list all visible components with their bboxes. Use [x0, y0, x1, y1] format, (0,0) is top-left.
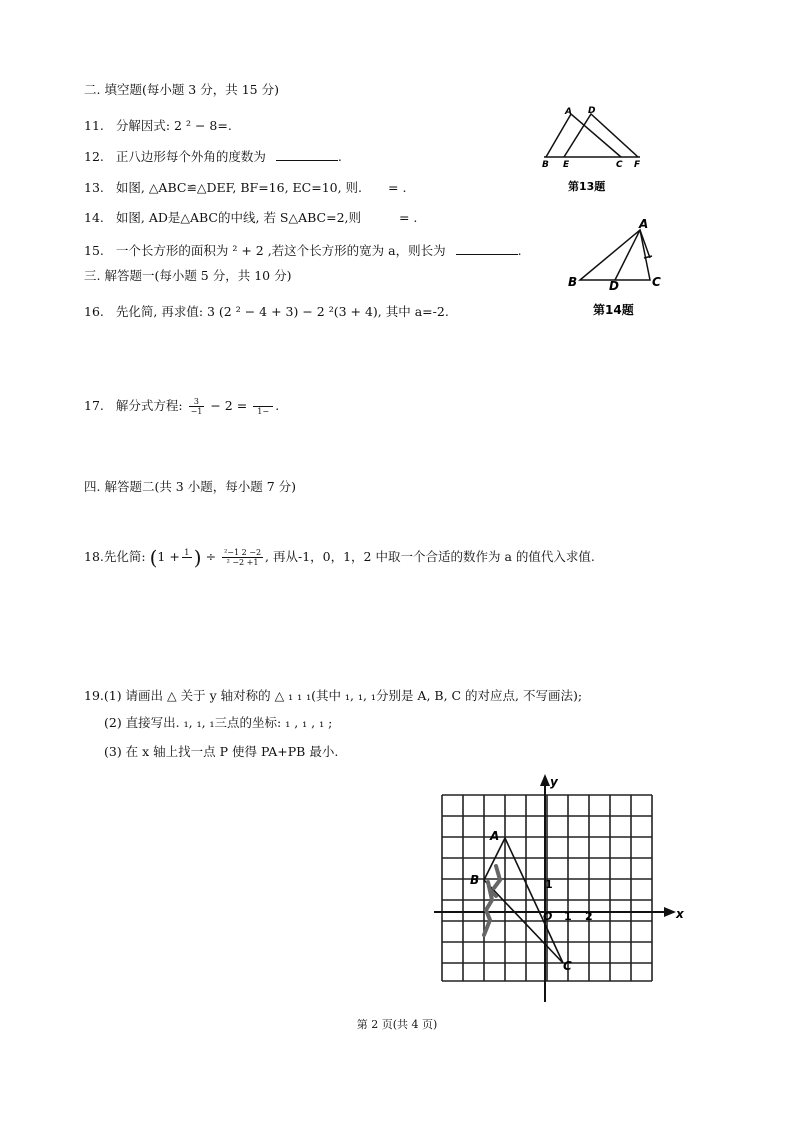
- q18-inner-den: [182, 558, 192, 567]
- q17-frac1-den: −1: [190, 407, 203, 416]
- q17-fraction-left: [189, 397, 205, 416]
- question-19-part2: (2) 直接写出. ₁, ₁, ₁三点的坐标: ₁ , ₁ , ₁ ;: [104, 715, 333, 730]
- q18-inner-num: 1: [182, 548, 192, 558]
- q18-label: 18.先化简:: [84, 549, 146, 564]
- q14-tail: = .: [398, 210, 418, 225]
- section2-title: 二. 填空题(每小题 3 分，共 15 分): [84, 82, 279, 97]
- q18-fraction: [222, 548, 263, 567]
- origin-label: O: [543, 910, 553, 923]
- q16-number: 16.: [84, 304, 104, 319]
- q18-frac-num: ²−1 2 −2: [224, 548, 262, 557]
- question-15: [84, 243, 522, 259]
- fig14-median-ad: [615, 230, 640, 280]
- section3-title: 三. 解答题一(每小题 5 分，共 10 分): [84, 268, 292, 283]
- fig14-label-b: B: [568, 275, 578, 289]
- x-tick-2: 2: [585, 910, 593, 923]
- fig14-label-c: C: [652, 275, 661, 289]
- q17-label: 解分式方程:: [115, 398, 183, 413]
- fig14-triangle-abc: [580, 230, 650, 280]
- page-footer: 第 2 页(共 4 页): [356, 1018, 438, 1031]
- q11-tail: .: [227, 118, 232, 133]
- q14-text: 如图, AD是△ABC的中线, 若 S△ABC=2,则: [115, 210, 361, 225]
- fig14-label-d: D: [609, 279, 619, 293]
- q15-answer-blank[interactable]: [456, 244, 518, 255]
- question-18: [84, 545, 595, 570]
- question-14: [84, 210, 417, 226]
- q12-number: 12.: [84, 149, 104, 164]
- q16-text: 先化简, 再求值: 3 (2 ² − 4 + 3) − 2 ²(3 + 4), 其中 a=-2.: [115, 304, 449, 319]
- q12-text: 正八边形每个外角的度数为: [115, 149, 266, 164]
- fig13-triangle-def: [564, 114, 638, 157]
- section4-title: 四. 解答题二(共 3 小题，每小题 7 分): [84, 479, 297, 494]
- fig13-label-f: F: [634, 160, 641, 170]
- q17-frac2-den: 1−: [257, 407, 270, 416]
- question-17: [84, 397, 279, 416]
- q15-tail: .: [517, 243, 522, 258]
- q17-fraction-right: [253, 397, 273, 416]
- fig14-caption: 第14题: [593, 303, 634, 317]
- q13-number: 13.: [84, 180, 104, 195]
- q17-number: 17.: [84, 398, 104, 413]
- q11-text: 分解因式: 2 ² − 8=: [115, 118, 228, 133]
- q18-one-plus: 1 +: [157, 549, 180, 564]
- q12-answer-blank[interactable]: [276, 150, 338, 161]
- x-tick-1: 1: [564, 910, 572, 923]
- fig13-triangle-abc: [546, 114, 621, 157]
- q18-close: ): [193, 545, 202, 570]
- q17-frac2-num: [253, 397, 273, 407]
- x-axis-label: x: [676, 907, 684, 921]
- q17-tail: .: [275, 398, 280, 413]
- fig13-label-e: E: [563, 160, 570, 170]
- q15-number: 15.: [84, 243, 104, 258]
- point-a-label: A: [490, 829, 500, 843]
- q18-divide: ÷: [205, 549, 217, 564]
- q15-text: 一个长方形的面积为 ² + 2 ,若这个长方形的宽为 a，则长为: [115, 243, 446, 258]
- q14-number: 14.: [84, 210, 104, 225]
- question-19-part3: (3) 在 x 轴上找一点 P 使得 PA+PB 最小.: [104, 744, 339, 759]
- question-12: [84, 149, 342, 165]
- q18-open: (: [149, 545, 158, 570]
- fig13-label-a: A: [565, 107, 572, 117]
- y-axis-arrow-icon: [540, 774, 550, 786]
- q18-tail: , 再从-1，0，1，2 中取一个合适的数作为 a 的值代入求值.: [265, 549, 595, 564]
- question-19-part1: 19.(1) 请画出 △ 关于 y 轴对称的 △ ₁ ₁ ₁(其中 ₁, ₁, ₁分别是 A, B, C 的对应点, 不写画法);: [84, 688, 583, 703]
- q17-mid: − 2 =: [210, 398, 248, 413]
- q13-tail: = .: [388, 180, 407, 195]
- q12-tail: .: [337, 149, 342, 164]
- question-13: [84, 180, 406, 196]
- fig13-caption: 第13题: [568, 180, 606, 193]
- fig13-label-c: C: [616, 160, 623, 170]
- q11-number: 11.: [84, 118, 104, 133]
- fig13-label-b: B: [542, 160, 549, 170]
- q18-frac-den: ² −2 +1: [226, 558, 259, 567]
- x-axis-arrow-icon: [664, 907, 676, 917]
- figure-13-triangles: [536, 104, 646, 194]
- figure-14-triangle: [560, 218, 680, 318]
- point-b-label: B: [470, 873, 480, 887]
- coordinate-grid-figure: [430, 770, 690, 1005]
- fig14-label-a: A: [639, 218, 649, 231]
- point-c-label: C: [563, 959, 572, 973]
- question-16: [84, 304, 449, 320]
- fig13-label-d: D: [588, 106, 596, 116]
- q13-text: 如图, △ABC≌△DEF, BF=16, EC=10, 则.: [115, 180, 363, 195]
- y-axis-label: y: [550, 775, 558, 789]
- y-tick-1: 1: [545, 878, 553, 891]
- q18-inner-fraction: [182, 548, 192, 567]
- question-11: [84, 118, 232, 134]
- q17-frac1-num: 3: [189, 397, 205, 407]
